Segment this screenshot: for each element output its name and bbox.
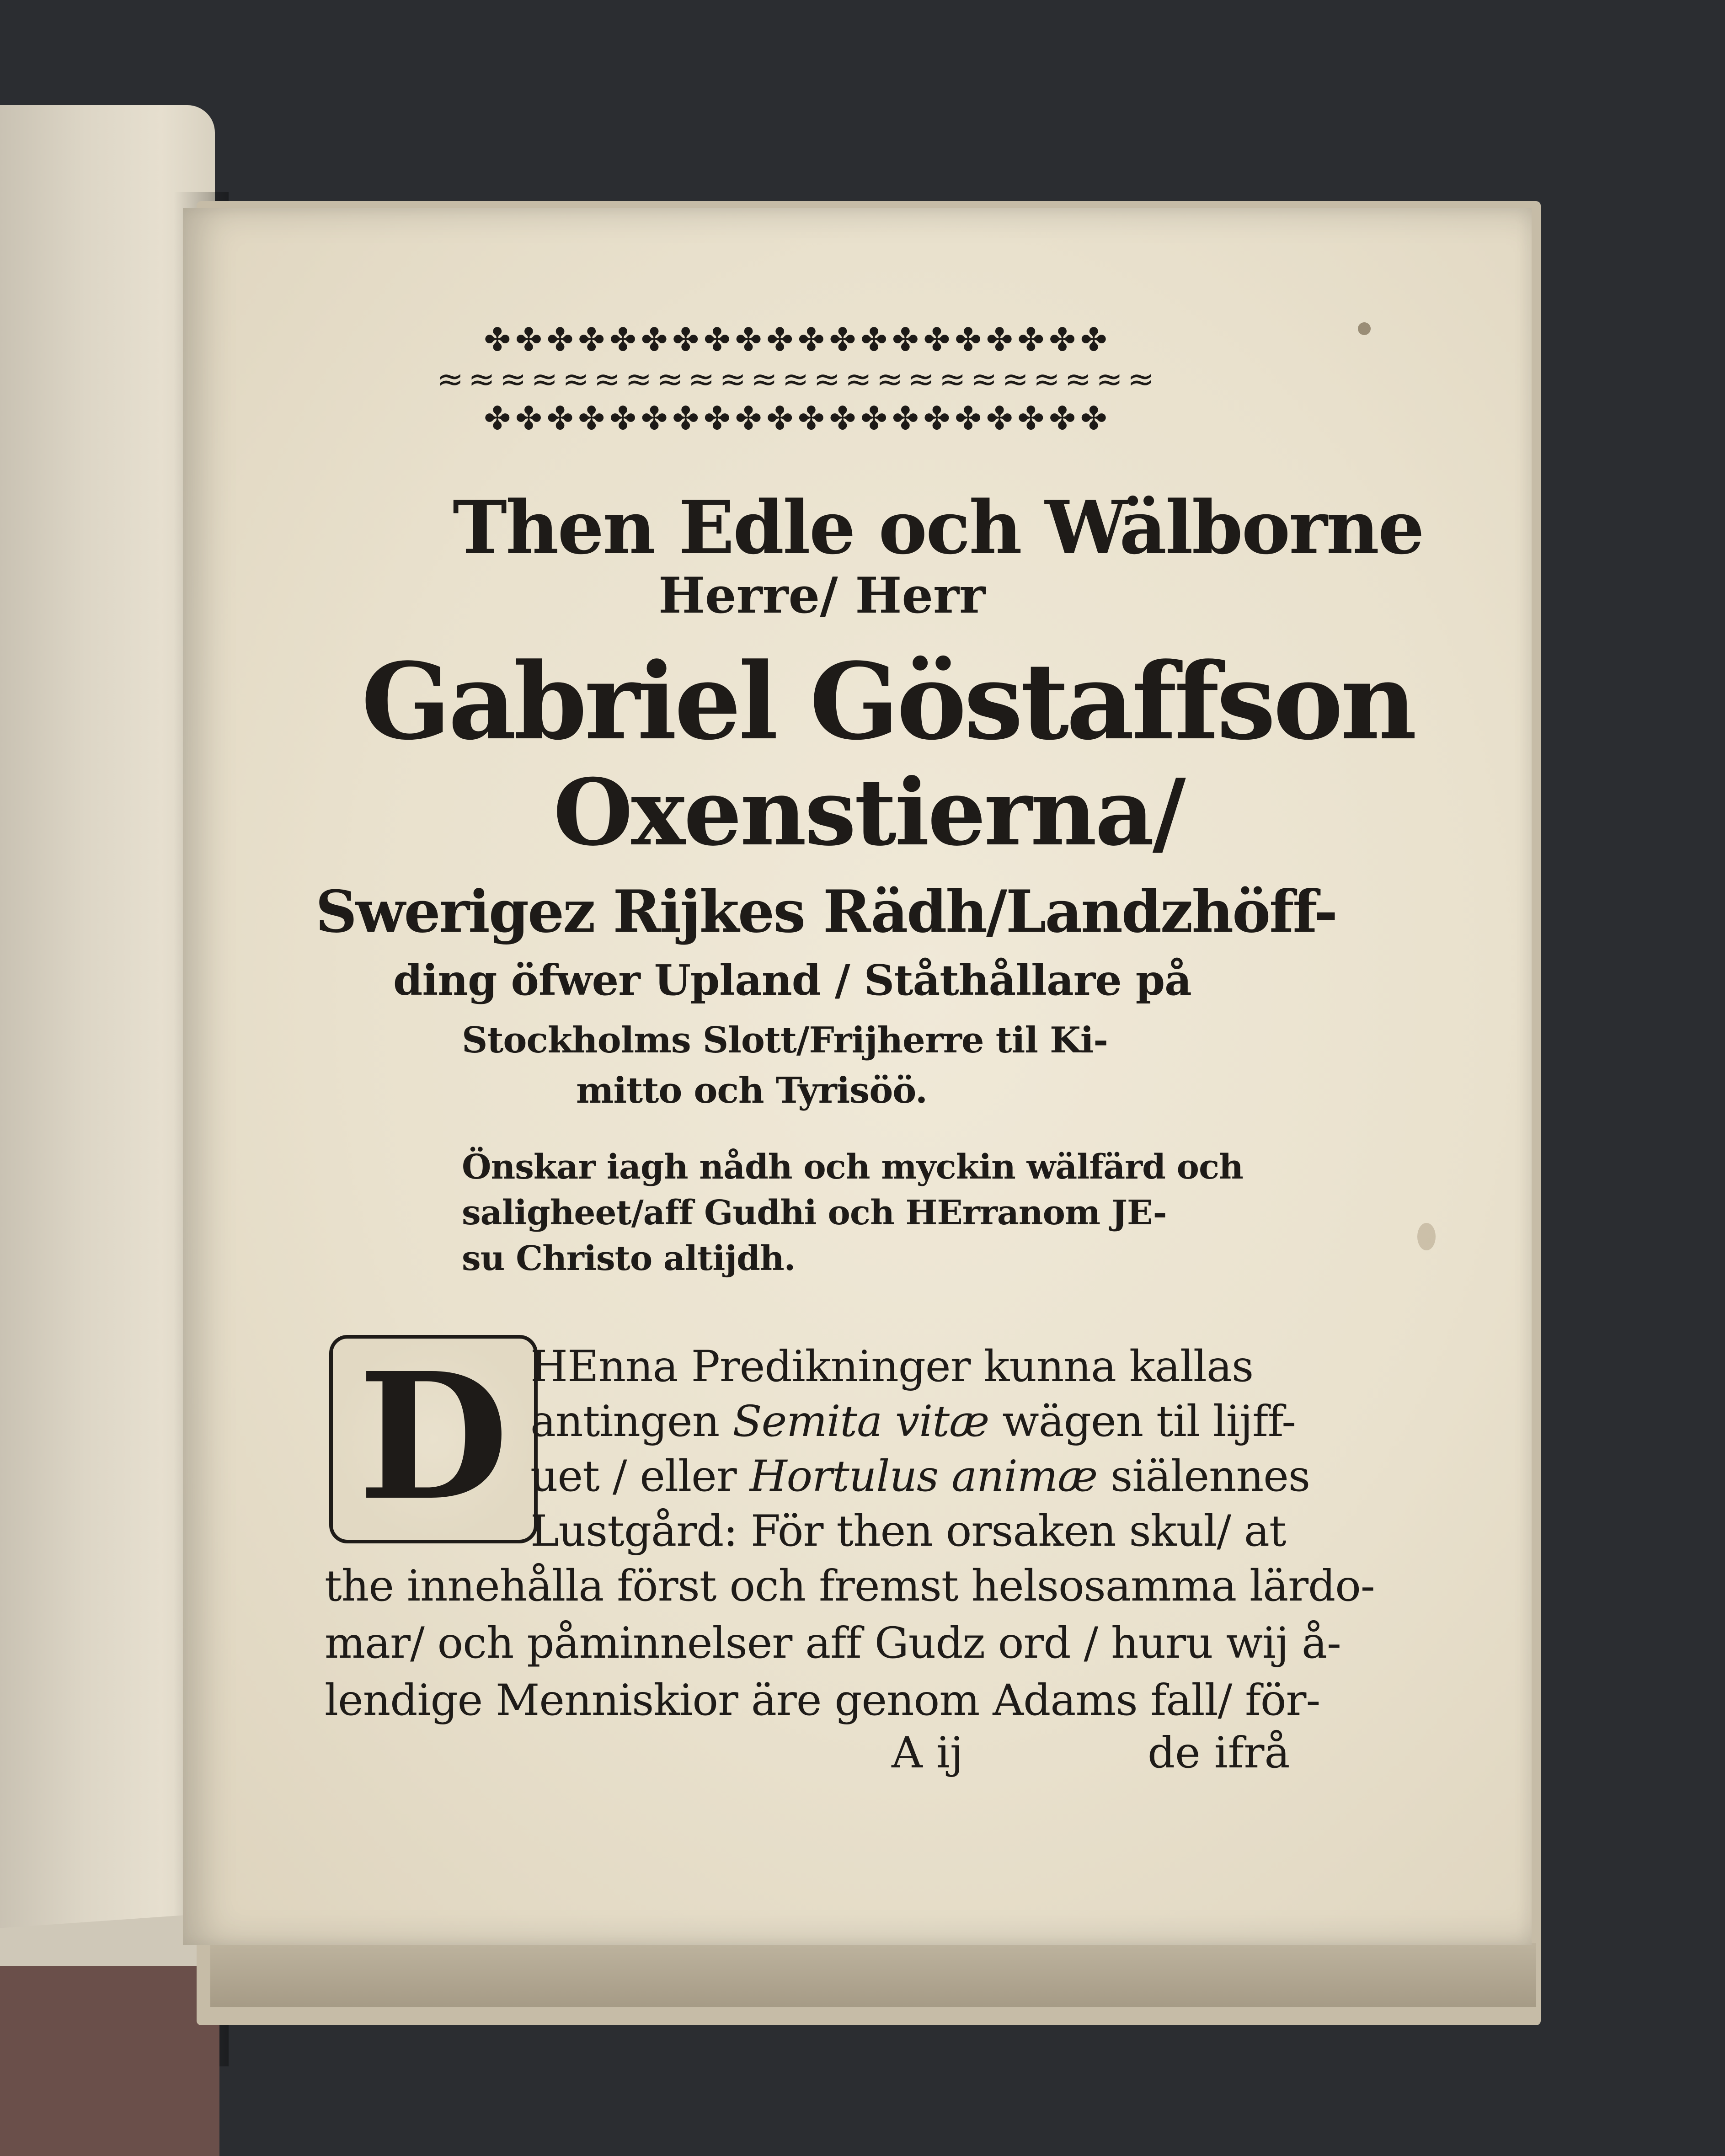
ornamental-border: [379, 320, 1216, 439]
paper-stain: [1417, 1223, 1436, 1250]
body-line: HEnna Predikninger kunna kallas: [530, 1342, 1254, 1392]
latin-phrase: Semita vitæ: [732, 1397, 989, 1446]
dedicatee-titles: ding öfwer Upland / Ståthållare på: [393, 955, 1191, 1005]
dedication-title-line: Then Edle och Wälborne: [453, 485, 1423, 571]
ornament-row: ✤✤✤✤✤✤✤✤✤✤✤✤✤✤✤✤✤✤✤✤: [484, 400, 1112, 437]
body-line: lendige Menniskior äre genom Adams fall/ för-: [325, 1676, 1320, 1725]
paper-spot: [1358, 322, 1371, 335]
catchword: de ifrå: [1148, 1728, 1290, 1778]
decorated-initial: D: [329, 1335, 538, 1543]
book-cover: [0, 1966, 219, 2156]
body-line: Lustgård: För then orsaken skul/ at: [530, 1506, 1286, 1556]
dedicatee-titles: Swerigez Rijkes Rädh/Landzhöff-: [315, 878, 1337, 945]
ornament-row: ✤✤✤✤✤✤✤✤✤✤✤✤✤✤✤✤✤✤✤✤: [484, 321, 1112, 358]
greeting-line: Önskar iagh nådh och myckin wälfärd och: [462, 1147, 1243, 1187]
body-text: antingen: [530, 1397, 733, 1446]
ornament-row: ≈≈≈≈≈≈≈≈≈≈≈≈≈≈≈≈≈≈≈≈≈≈≈: [437, 360, 1159, 398]
greeting-line: su Christo altijdh.: [462, 1239, 796, 1278]
dedicatee-titles: Stockholms Slott/Frijherre til Ki-: [462, 1019, 1108, 1061]
body-line: mar/ och påminnelser aff Gudz ord / huru wij å-: [325, 1618, 1341, 1668]
page-block-bottom: [210, 1943, 1536, 2007]
body-line: [530, 1397, 1296, 1446]
dedication-title-line: Herre/ Herr: [658, 567, 985, 624]
dedicatee-surname: Oxenstierna/: [553, 759, 1184, 866]
body-text: uet / eller: [530, 1452, 750, 1501]
dedicatee-name: Gabriel Göstaffson: [361, 640, 1415, 763]
greeting-line: saligheet/aff Gudhi och HErranom JE-: [462, 1193, 1167, 1233]
body-text: wägen til lijff-: [989, 1397, 1296, 1446]
body-line: [530, 1452, 1310, 1501]
body-text: siälennes: [1097, 1452, 1310, 1501]
latin-phrase: Hortulus animæ: [749, 1452, 1098, 1501]
signature-mark: A ij: [892, 1728, 963, 1778]
body-line: the innehålla först och fremst helsosamma lärdo-: [325, 1561, 1375, 1611]
dedicatee-titles: mitto och Tyrisöö.: [576, 1070, 928, 1111]
